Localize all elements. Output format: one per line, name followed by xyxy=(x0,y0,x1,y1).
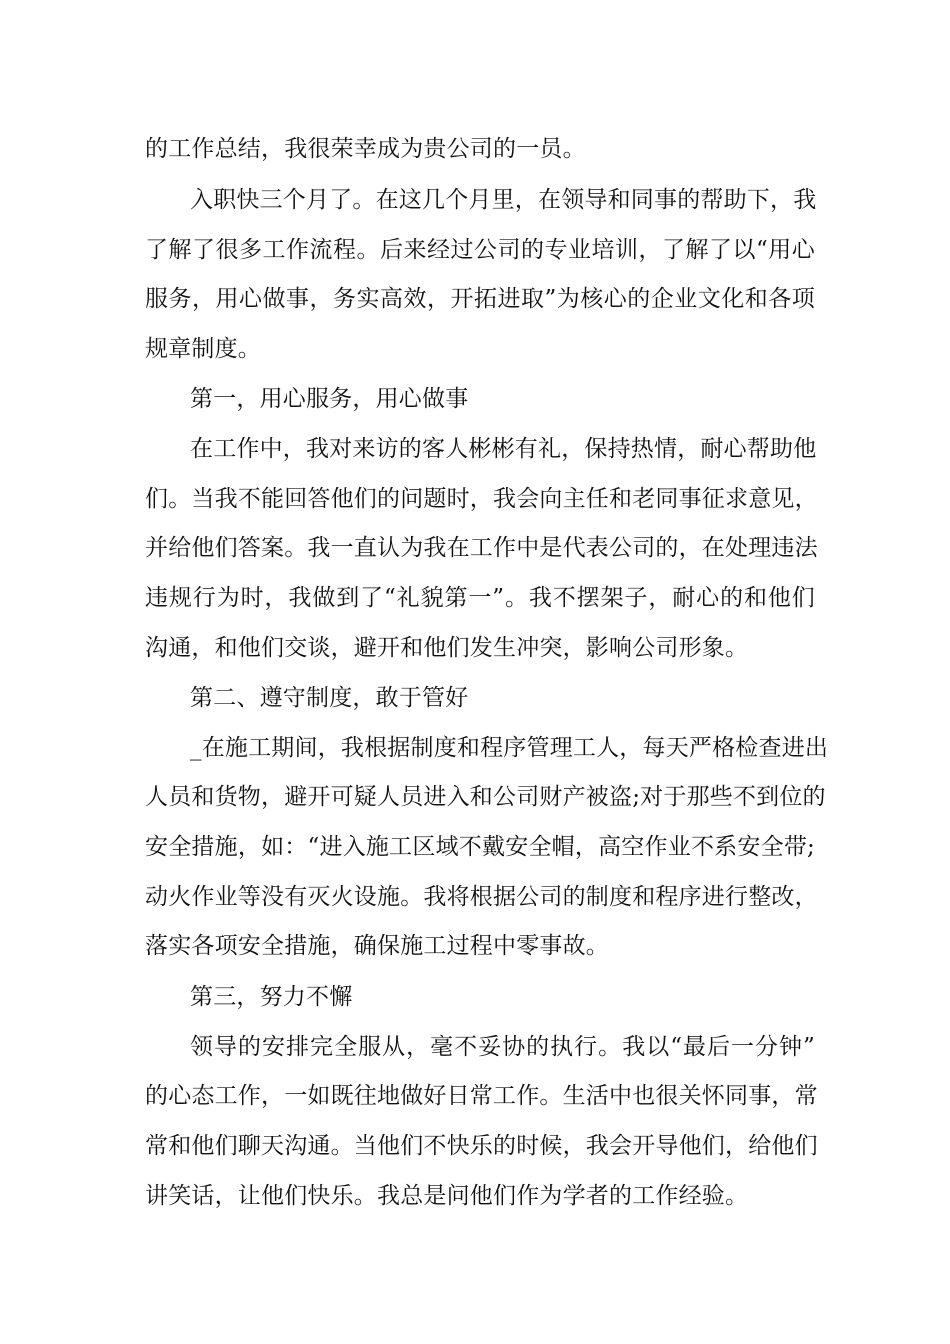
text-line: 的工作总结，我很荣幸成为贵公司的一员。 xyxy=(145,136,586,162)
text-line: 们。当我不能回答他们的问题时，我会向主任和老同事征求意见， xyxy=(145,486,818,512)
text-line: 讲笑话，让他们快乐。我总是问他们作为学者的工作经验。 xyxy=(145,1183,749,1209)
text-line: 了解了很多工作流程。后来经过公司的专业培训，了解了以“用心 xyxy=(145,237,815,263)
section-heading: 第三，努力不懈 xyxy=(190,984,353,1010)
paragraph-first-line: 领导的安排完全服从，毫不妥协的执行。我以“最后一分钟” xyxy=(190,1034,815,1060)
text-line: 人员和货物，避开可疑人员进入和公司财产被盗;对于那些不到位的 xyxy=(145,784,826,810)
paragraph-first-line: 入职快三个月了。在这几个月里，在领导和同事的帮助下，我 xyxy=(190,187,817,213)
text-line: 服务，用心做事，务实高效，开拓进取”为核心的企业文化和各项 xyxy=(145,286,815,312)
paragraph-first-line: _在施工期间，我根据制度和程序管理工人，每天严格检查进出 xyxy=(190,735,829,761)
text-line: 违规行为时，我做到了“礼貌第一”。我不摆架子，耐心的和他们 xyxy=(145,585,815,611)
text-line: 并给他们答案。我一直认为我在工作中是代表公司的，在处理违法 xyxy=(145,535,818,561)
section-heading: 第二、遵守制度，敢于管好 xyxy=(190,685,469,711)
text-line: 安全措施，如：“进入施工区域不戴安全帽，高空作业不系安全带; xyxy=(145,834,815,860)
text-line: 常和他们聊天沟通。当他们不快乐的时候，我会开导他们，给他们 xyxy=(145,1133,818,1159)
paragraph-first-line: 在工作中，我对来访的客人彬彬有礼，保持热情，耐心帮助他 xyxy=(190,436,817,462)
section-heading: 第一，用心服务，用心做事 xyxy=(190,386,469,412)
text-line: 动火作业等没有灭火设施。我将根据公司的制度和程序进行整改， xyxy=(145,884,818,910)
text-line: 沟通，和他们交谈，避开和他们发生冲突，影响公司形象。 xyxy=(145,635,749,661)
text-line: 的心态工作，一如既往地做好日常工作。生活中也很关怀同事，常 xyxy=(145,1083,818,1109)
text-line: 规章制度。 xyxy=(145,336,261,362)
text-line: 落实各项安全措施，确保施工过程中零事故。 xyxy=(145,933,609,959)
